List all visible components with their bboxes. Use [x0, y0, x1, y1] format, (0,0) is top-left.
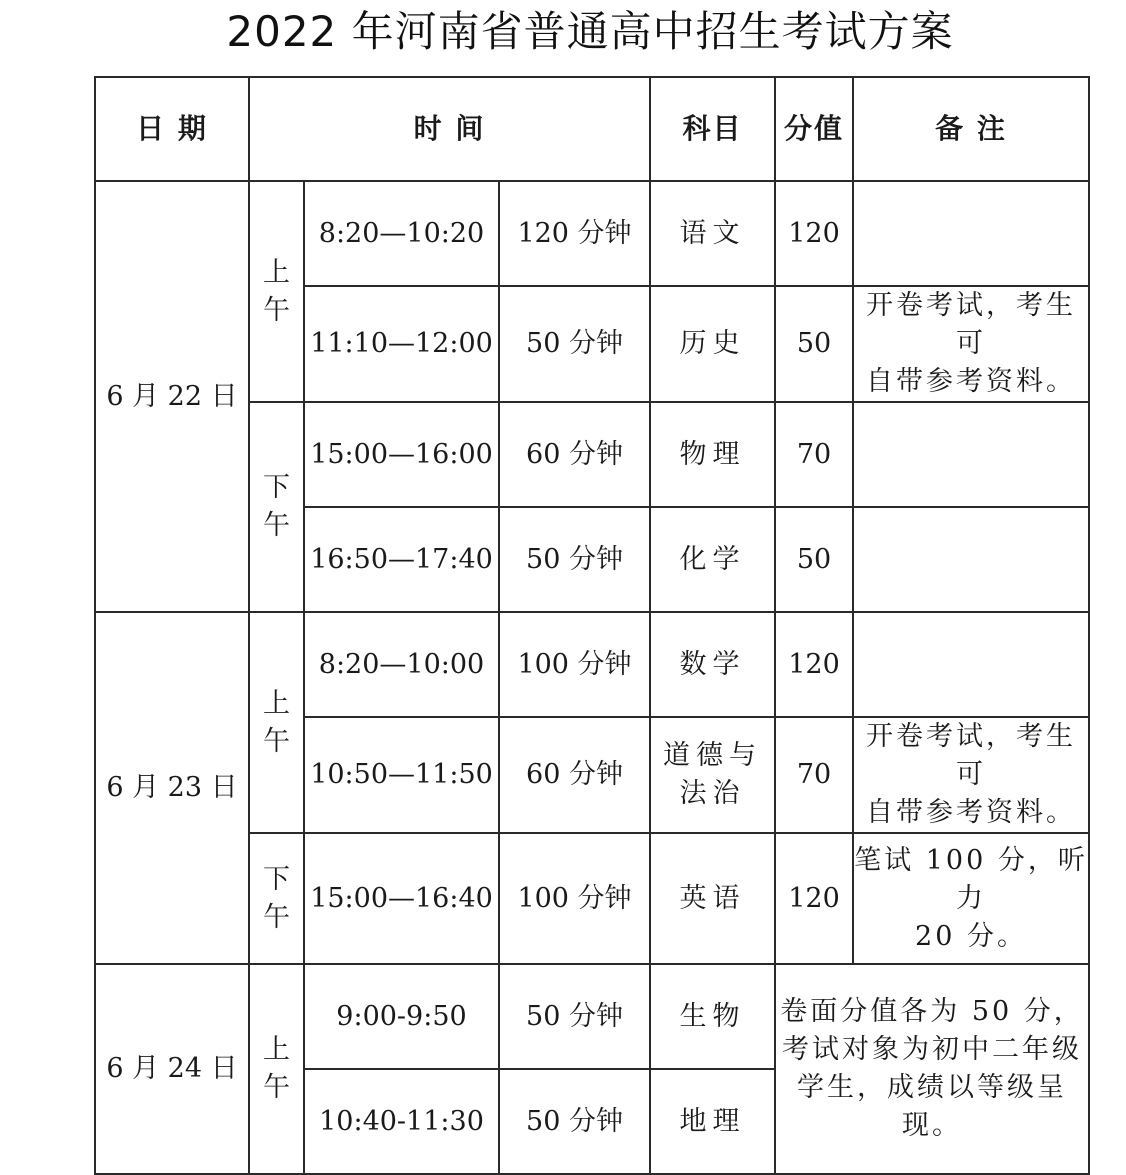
remarks-line: 卷面分值各为 50 分，	[780, 996, 1084, 1027]
duration-cell: 100 分钟	[499, 612, 650, 717]
score-cell: 70	[775, 402, 853, 507]
period-char: 下	[263, 863, 290, 895]
header-remarks: 备 注	[853, 77, 1089, 181]
score-cell: 120	[775, 612, 853, 717]
remarks-cell	[853, 833, 1089, 964]
time-cell: 9:00-9:50	[304, 964, 499, 1069]
time-cell: 15:00—16:40	[304, 833, 499, 964]
time-cell: 8:20—10:20	[304, 181, 499, 286]
remarks-cell	[853, 402, 1089, 507]
duration-cell: 50 分钟	[499, 286, 650, 402]
duration-cell: 100 分钟	[499, 833, 650, 964]
remarks-line: 开卷考试，考生可	[866, 721, 1077, 790]
remarks-line: 20 分。	[915, 920, 1027, 952]
time-cell: 15:00—16:00	[304, 402, 499, 507]
period-char: 上	[263, 687, 290, 719]
subject-cell: 英语	[650, 833, 775, 964]
date-cell: 6 月 24 日	[95, 964, 249, 1174]
duration-cell: 50 分钟	[499, 1069, 650, 1174]
date-cell: 6 月 23 日	[95, 612, 249, 964]
subject-cell: 化学	[650, 507, 775, 612]
date-cell: 6 月 22 日	[95, 181, 249, 612]
score-cell: 120	[775, 833, 853, 964]
remarks-cell-merged	[775, 964, 1089, 1174]
subject-cell: 数学	[650, 612, 775, 717]
period-cell	[249, 833, 304, 964]
period-cell	[249, 612, 304, 833]
remarks-line: 开卷考试，考生可	[866, 290, 1077, 359]
header-subject: 科目	[650, 77, 775, 181]
page-title: 2022 年河南省普通高中招生考试方案	[226, 7, 954, 56]
subject-cell	[650, 717, 775, 833]
remarks-line: 笔试 100 分，听力	[854, 844, 1088, 914]
exam-schedule-table	[94, 76, 1090, 1175]
period-char: 午	[263, 294, 290, 326]
time-cell: 16:50—17:40	[304, 507, 499, 612]
remarks-cell	[853, 286, 1089, 402]
period-char: 上	[263, 256, 290, 288]
header-row	[95, 77, 1089, 181]
subject-cell: 语文	[650, 181, 775, 286]
score-cell: 50	[775, 507, 853, 612]
period-char: 午	[263, 510, 290, 541]
remarks-line: 自带参考资料。	[866, 797, 1077, 828]
subject-cell: 物理	[650, 402, 775, 507]
period-cell	[249, 181, 304, 402]
period-char: 午	[263, 725, 290, 757]
period-cell	[249, 402, 304, 612]
header-time: 时 间	[249, 77, 650, 181]
duration-cell: 60 分钟	[499, 402, 650, 507]
period-char: 午	[263, 1072, 290, 1103]
score-cell: 120	[775, 181, 853, 286]
duration-cell: 120 分钟	[499, 181, 650, 286]
subject-cell: 生物	[650, 964, 775, 1069]
subject-cell: 地理	[650, 1069, 775, 1174]
period-char: 午	[263, 901, 290, 933]
table-row	[95, 964, 1089, 1069]
period-char: 下	[263, 472, 290, 503]
header-score: 分值	[775, 77, 853, 181]
remarks-cell	[853, 717, 1089, 833]
time-cell: 10:50—11:50	[304, 717, 499, 833]
duration-cell: 50 分钟	[499, 507, 650, 612]
remarks-cell	[853, 181, 1089, 286]
remarks-line: 考试对象为初中二年级	[782, 1034, 1083, 1065]
time-cell: 8:20—10:00	[304, 612, 499, 717]
duration-cell: 60 分钟	[499, 717, 650, 833]
remarks-line: 自带参考资料。	[866, 366, 1077, 397]
time-cell: 11:10—12:00	[304, 286, 499, 402]
score-cell: 70	[775, 717, 853, 833]
period-cell	[249, 964, 304, 1174]
subject-line: 法治	[679, 778, 746, 809]
time-cell: 10:40-11:30	[304, 1069, 499, 1174]
table-row	[95, 181, 1089, 286]
subject-cell: 历史	[650, 286, 775, 402]
duration-cell: 50 分钟	[499, 964, 650, 1069]
subject-line: 道德与	[663, 740, 763, 771]
remarks-cell	[853, 507, 1089, 612]
remarks-line: 学生，成绩以等级呈现。	[797, 1072, 1068, 1141]
table-row	[95, 612, 1089, 717]
period-char: 上	[263, 1034, 290, 1065]
score-cell: 50	[775, 286, 853, 402]
remarks-cell	[853, 612, 1089, 717]
header-date: 日 期	[95, 77, 249, 181]
